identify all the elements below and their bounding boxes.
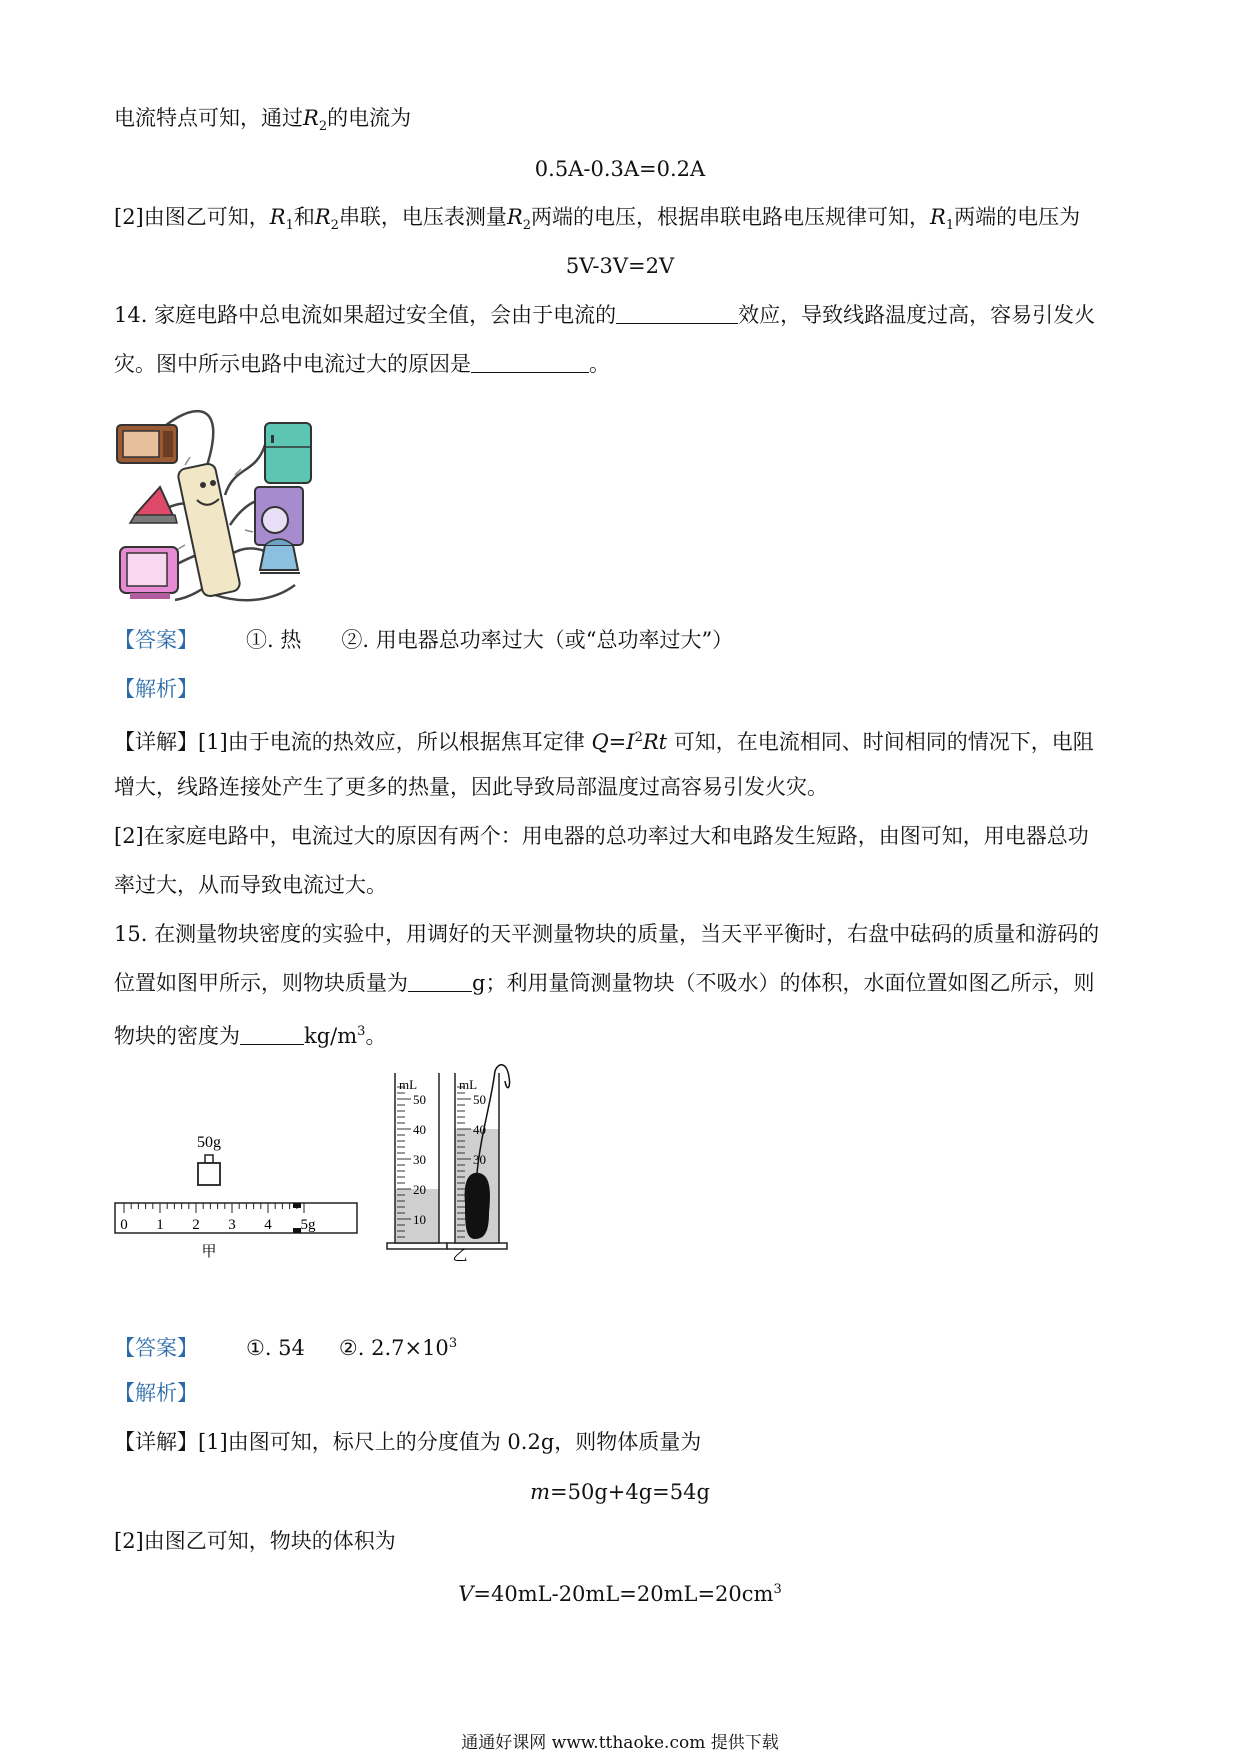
footer: 通通好课网 www.tthaoke.com 提供下载	[461, 1733, 779, 1753]
cylinder-tick-label: 40	[473, 1122, 486, 1137]
var-r: R	[269, 205, 286, 229]
equation	[0, 1575, 1240, 1609]
var-r: R	[303, 106, 319, 130]
answer-15	[114, 1329, 457, 1363]
var-rt: Rt	[642, 730, 668, 754]
answer-1: ①. 热	[246, 628, 302, 652]
cylinder-base	[387, 1243, 447, 1249]
sub: 2	[330, 218, 339, 234]
fridge-icon	[265, 423, 311, 483]
sup: 3	[773, 1582, 782, 1597]
detail-label: 【详解】	[114, 1430, 198, 1454]
washing-machine-icon	[255, 487, 303, 545]
text: [2]由图乙可知，	[114, 205, 270, 229]
ruler-tick-label: 0	[120, 1217, 128, 1233]
text: 效应，导致线路温度过高，容易引发火	[738, 303, 1096, 327]
text: 物块的密度为	[114, 1024, 240, 1048]
answer-2: ②. 用电器总功率过大（或“总功率过大”）	[341, 628, 734, 652]
sup: 3	[357, 1024, 366, 1039]
answer-blank	[408, 969, 472, 992]
detail-15-1	[114, 1427, 701, 1457]
text: 两端的电压，根据串联电路电压规律可知，	[531, 205, 931, 229]
question-15-cont	[114, 968, 1094, 998]
question-15: 15. 在测量物块密度的实验中，用调好的天平测量物块的质量，当天平平衡时，右盘中砝码的质量和游码的	[114, 922, 1100, 946]
ruler	[115, 1203, 357, 1233]
answer-1: ①. 54	[246, 1336, 305, 1360]
block	[465, 1173, 490, 1239]
text: =40mL-20mL=20mL=20cm	[473, 1582, 774, 1606]
cylinders-figure	[385, 1063, 535, 1263]
answer-label: 【答案】	[114, 1336, 198, 1360]
text: 。	[365, 1024, 387, 1048]
text: 灾。图中所示电路中电流过大的原因是	[114, 352, 471, 376]
ruler-tick-label: 3	[228, 1217, 236, 1233]
analysis-label-15	[114, 1378, 198, 1408]
detail-14-2: 增大，线路连接处产生了更多的热量，因此导致局部温度过高容易引发火灾。	[114, 775, 828, 799]
detail-label: 【详解】	[114, 730, 198, 754]
text: 电流特点可知，通过	[114, 106, 303, 130]
text-line	[114, 103, 411, 142]
text: 和	[293, 205, 315, 229]
ruler-tick-label: 1	[156, 1217, 164, 1233]
cylinder-tick-label: 50	[473, 1092, 486, 1107]
equation	[0, 1477, 1240, 1507]
sup: 3	[448, 1336, 458, 1351]
text: 位置如图甲所示，则物块质量为	[114, 971, 408, 995]
text: =	[608, 730, 627, 754]
sub: 1	[285, 218, 294, 234]
sub: 2	[318, 119, 328, 135]
ruler-tick-label: 4	[264, 1217, 272, 1233]
caption-yi: 乙	[452, 1246, 468, 1263]
answer-2: ②. 2.7×10	[338, 1336, 449, 1360]
overloaded-socket-illustration	[115, 395, 335, 610]
microwave-icon	[117, 425, 177, 463]
ruler-tick-label: 2	[192, 1217, 200, 1233]
text: kg/m	[304, 1024, 358, 1048]
tv-icon	[120, 547, 178, 599]
detail-14-4: 率过大，从而导致电流过大。	[114, 873, 387, 897]
sup: 2	[634, 730, 643, 745]
answer-blank	[240, 1022, 304, 1045]
text: =50g+4g=54g	[550, 1480, 710, 1504]
analysis-heading: 【解析】	[114, 1381, 198, 1405]
iron-icon	[130, 487, 177, 523]
text: 。	[589, 352, 610, 376]
text: 可知，在电流相同、时间相同的情况下，电阻	[673, 730, 1094, 754]
question-14-cont	[114, 349, 610, 379]
var-q: Q	[591, 730, 609, 754]
text: [1]由于电流的热效应，所以根据焦耳定律	[198, 730, 585, 754]
caption-jia: 甲	[201, 1242, 217, 1258]
ruler-tick-label: 5g	[300, 1217, 316, 1233]
cylinder-tick-label: 30	[473, 1152, 486, 1167]
sub: 1	[945, 218, 955, 234]
var-r: R	[506, 205, 523, 229]
answer-blank	[471, 350, 589, 373]
text: 串联，电压表测量	[338, 205, 507, 229]
text: 的电流为	[327, 106, 412, 130]
cylinder-tick-label: 50	[413, 1092, 426, 1107]
detail-14-1	[114, 723, 1094, 757]
cylinder-unit: mL	[459, 1077, 478, 1092]
detail-14-3: [2]在家庭电路中，电流过大的原因有两个：用电器的总功率过大和电路发生短路，由图可知，用电器总功	[114, 824, 1089, 848]
weight-label: 50g	[197, 1134, 221, 1151]
var-r: R	[930, 205, 946, 229]
text-line	[114, 202, 1080, 241]
cylinder-tick-label: 10	[413, 1212, 426, 1227]
text: [1]由图可知，标尺上的分度值为 0.2g，则物体质量为	[198, 1430, 702, 1454]
var-i: I	[626, 730, 635, 754]
cylinder-tick-label: 40	[413, 1122, 426, 1137]
question-15-cont2	[114, 1017, 386, 1051]
cylinder-tick-label: 30	[413, 1152, 426, 1167]
var-m: m	[530, 1480, 550, 1504]
weight-icon	[198, 1155, 220, 1185]
sub: 2	[522, 218, 532, 234]
answer-blank	[616, 301, 738, 324]
balance-ruler-figure	[110, 1128, 370, 1258]
equation: 0.5A-0.3A=0.2A	[534, 157, 706, 181]
text: 两端的电压为	[954, 205, 1081, 229]
var-r: R	[314, 205, 331, 229]
text: 14. 家庭电路中总电流如果超过安全值，会由于电流的	[114, 303, 617, 327]
detail-15-2: [2]由图乙可知，物块的体积为	[114, 1529, 396, 1553]
analysis-label	[114, 674, 198, 704]
text: g；利用量筒测量物块（不吸水）的体积，水面位置如图乙所示，则	[472, 971, 1095, 995]
equation: 5V-3V=2V	[565, 254, 675, 278]
analysis-heading: 【解析】	[114, 677, 198, 701]
answer-label: 【答案】	[114, 628, 198, 652]
var-v: V	[458, 1582, 474, 1606]
cylinder-unit: mL	[399, 1077, 418, 1092]
question-14	[114, 300, 1095, 330]
cylinder-tick-label: 20	[413, 1182, 426, 1197]
answer-14	[114, 625, 733, 655]
